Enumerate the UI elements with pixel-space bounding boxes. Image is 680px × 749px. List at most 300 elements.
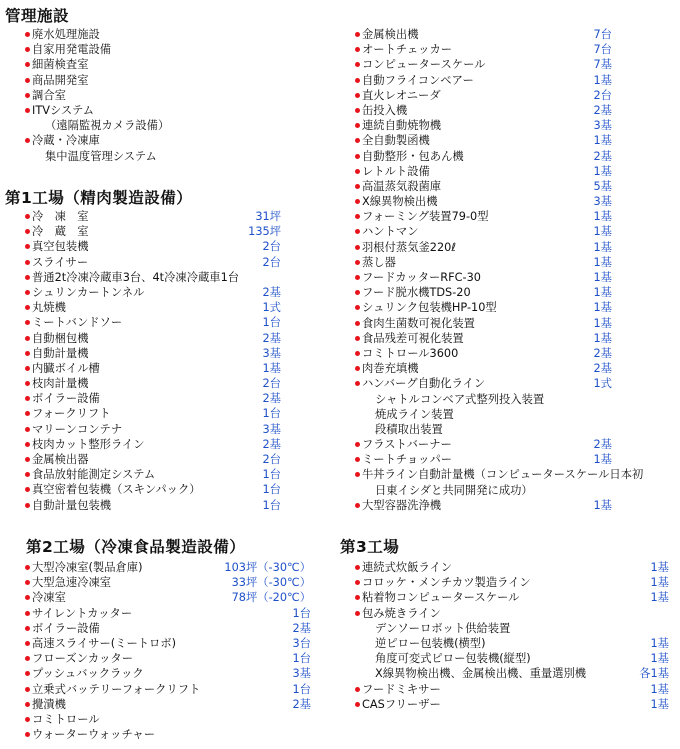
- list-item: [355, 103, 612, 118]
- list-item: [355, 452, 612, 467]
- item-quantity: 1基: [593, 286, 612, 300]
- item-label: コロッケ・メンチカツ製造ライン: [362, 576, 531, 590]
- factory-1-list: [25, 209, 281, 513]
- bullet-icon: [25, 275, 30, 280]
- list-item: [355, 179, 612, 194]
- bullet-icon: [25, 336, 30, 341]
- bullet-icon: [25, 717, 30, 722]
- list-item: [355, 27, 612, 42]
- item-quantity: 1台: [262, 316, 281, 330]
- item-label: シャトルコンベア式整列投入装置: [375, 392, 545, 406]
- item-label: ミートチョッパー: [362, 453, 453, 467]
- bullet-icon: [25, 472, 30, 477]
- list-item: [355, 437, 612, 452]
- item-label: マリーンコンテナ: [32, 422, 123, 436]
- bullet-icon: [25, 595, 30, 600]
- item-label: 冷 凍 室: [32, 210, 89, 223]
- list-item: [355, 697, 669, 712]
- item-quantity: 2基: [262, 331, 281, 345]
- list-item: [25, 73, 275, 88]
- item-quantity: 2基: [593, 438, 612, 452]
- bullet-icon: [25, 656, 30, 661]
- list-item: [25, 682, 311, 697]
- item-label: 羽根付蒸気釜220ℓ: [362, 240, 457, 254]
- list-item: [25, 361, 281, 376]
- bullet-icon: [25, 411, 30, 416]
- item-label: 商品開発室: [32, 73, 89, 87]
- item-quantity: 2基: [593, 149, 612, 163]
- list-item: [25, 467, 281, 482]
- list-item: [25, 482, 281, 497]
- list-item: [355, 285, 612, 300]
- item-quantity: 1基: [650, 636, 669, 650]
- list-item: [25, 27, 275, 42]
- list-item: [355, 682, 669, 697]
- item-quantity: 5基: [593, 179, 612, 193]
- bullet-icon: [25, 671, 30, 676]
- bullet-icon: [355, 702, 360, 707]
- bullet-icon: [25, 626, 30, 631]
- list-item: [355, 209, 612, 224]
- list-item: [25, 621, 311, 636]
- item-label: 自動計量包装機: [32, 498, 112, 512]
- item-quantity: 2基: [593, 362, 612, 376]
- bullet-icon: [25, 32, 30, 37]
- list-item: [25, 224, 281, 239]
- item-quantity: 各1基: [639, 667, 669, 681]
- list-item: [355, 621, 669, 636]
- bullet-icon: [355, 47, 360, 52]
- list-item: [25, 300, 281, 315]
- item-quantity: 135坪: [248, 225, 281, 239]
- item-quantity: 1基: [593, 73, 612, 87]
- list-item: [25, 636, 311, 651]
- item-quantity: 1基: [593, 453, 612, 467]
- item-label: 金属検出機: [362, 28, 419, 41]
- list-item: [25, 575, 311, 590]
- item-quantity: 1基: [593, 134, 612, 148]
- item-quantity: 1基: [650, 561, 669, 574]
- list-item: [25, 255, 281, 270]
- item-label: フードカッターRFC-30: [362, 271, 481, 284]
- bullet-icon: [25, 78, 30, 83]
- list-item: [355, 73, 612, 88]
- bullet-icon: [355, 472, 360, 477]
- factory-2-list: [25, 560, 311, 742]
- item-quantity: 7台: [593, 28, 612, 41]
- item-quantity: 1基: [593, 240, 612, 254]
- item-quantity: 1基: [593, 271, 612, 284]
- bullet-icon: [355, 123, 360, 128]
- list-item: [355, 560, 669, 575]
- list-item: [25, 651, 311, 666]
- item-quantity: 1式: [262, 301, 281, 315]
- item-quantity: 1基: [593, 225, 612, 239]
- item-quantity: 1台: [292, 682, 311, 696]
- bullet-icon: [355, 290, 360, 295]
- bullet-icon: [25, 565, 30, 570]
- list-item: [355, 392, 612, 407]
- item-label: フォークリフト: [32, 407, 111, 421]
- list-item: [355, 194, 612, 209]
- item-quantity: 103坪（-30℃）: [224, 561, 311, 574]
- list-item: [355, 666, 669, 681]
- item-label: 冷蔵・冷凍庫: [32, 134, 100, 148]
- item-label: 自動梱包機: [32, 331, 89, 345]
- bullet-icon: [355, 78, 360, 83]
- bullet-icon: [25, 381, 30, 386]
- list-item: [355, 575, 669, 590]
- bullet-icon: [355, 154, 360, 159]
- item-label: 牛丼ライン自動計量機（コンピュータースケール日本初: [362, 468, 644, 482]
- item-label: 焼成ライン装置: [375, 407, 454, 421]
- item-label: 角度可変式ピロー包装機(縦型): [375, 652, 531, 666]
- item-label: フードミキサー: [362, 682, 441, 696]
- item-label: コミトロール: [32, 712, 100, 726]
- bullet-icon: [355, 214, 360, 219]
- bullet-icon: [25, 62, 30, 67]
- bullet-icon: [25, 687, 30, 692]
- item-quantity: 1台: [262, 498, 281, 512]
- section-title-management: 管理施設: [5, 7, 70, 25]
- item-quantity: 1基: [593, 301, 612, 315]
- item-label: 直火レオニーダ: [362, 88, 441, 102]
- bullet-icon: [355, 321, 360, 326]
- item-label: 粘着物コンピュータースケール: [362, 591, 520, 605]
- factory-3-list: [355, 560, 669, 712]
- bullet-icon: [25, 244, 30, 249]
- bullet-icon: [25, 366, 30, 371]
- bullet-icon: [25, 487, 30, 492]
- item-label: 連続自動焼物機: [362, 119, 442, 133]
- item-label: 真空密着包装機（スキンパック）: [32, 483, 201, 497]
- bullet-icon: [25, 93, 30, 98]
- bullet-icon: [355, 457, 360, 462]
- bullet-icon: [25, 305, 30, 310]
- item-label: 高速スライサー(ミートロボ): [32, 636, 177, 650]
- item-label: ボイラー設備: [32, 621, 100, 635]
- list-item: [355, 224, 612, 239]
- bullet-icon: [25, 427, 30, 432]
- bullet-icon: [25, 396, 30, 401]
- list-item: [25, 88, 275, 103]
- list-item: [25, 149, 275, 164]
- list-item: [25, 118, 275, 133]
- item-label: 全自動製函機: [362, 134, 430, 148]
- list-item: [355, 118, 612, 133]
- bullet-icon: [25, 702, 30, 707]
- item-quantity: 7台: [593, 43, 612, 57]
- list-item: [25, 209, 281, 224]
- item-label: 丸焼機: [32, 301, 66, 315]
- item-label: 廃水処理施設: [32, 28, 100, 41]
- list-item: [25, 42, 275, 57]
- list-item: [25, 727, 311, 742]
- list-item: [355, 422, 612, 437]
- bullet-icon: [355, 108, 360, 113]
- list-item: [355, 164, 612, 179]
- list-item: [355, 498, 612, 513]
- list-item: [25, 560, 311, 575]
- item-label: フォーミング装置79-0型: [362, 210, 489, 224]
- item-quantity: 1台: [262, 483, 281, 497]
- bullet-icon: [25, 229, 30, 234]
- factory-1-list-continued: [355, 27, 644, 513]
- item-label: 自動整形・包あん機: [362, 149, 464, 163]
- item-quantity: 1基: [593, 498, 612, 512]
- bullet-icon: [355, 687, 360, 692]
- item-label: X線異物検出機: [362, 195, 438, 209]
- list-item: [25, 57, 275, 72]
- item-quantity: 1基: [593, 331, 612, 345]
- bullet-icon: [355, 580, 360, 585]
- bullet-icon: [355, 503, 360, 508]
- item-label: 蒸し器: [362, 255, 396, 269]
- item-quantity: 3基: [262, 346, 281, 360]
- bullet-icon: [355, 595, 360, 600]
- item-quantity: 2基: [593, 103, 612, 117]
- item-quantity: 1台: [292, 606, 311, 620]
- item-quantity: 1基: [650, 652, 669, 666]
- bullet-icon: [25, 260, 30, 265]
- list-item: [355, 270, 612, 285]
- item-label: オートチェッカー: [362, 43, 453, 57]
- item-quantity: 2基: [292, 697, 311, 711]
- item-label: 日東イシダと共同開発に成功）: [375, 483, 533, 497]
- list-item: [355, 361, 612, 376]
- item-label: 食品残差可視化装置: [362, 331, 464, 345]
- item-quantity: 3台: [292, 636, 311, 650]
- item-quantity: 3基: [262, 422, 281, 436]
- management-list: [25, 27, 275, 164]
- item-quantity: 2基: [593, 346, 612, 360]
- list-item: [355, 590, 669, 605]
- list-item: [355, 149, 612, 164]
- section-title-factory-3: 第3工場: [340, 538, 400, 556]
- list-item: [355, 240, 612, 255]
- item-label: 連続式炊飯ライン: [362, 561, 453, 574]
- list-item: [355, 636, 669, 651]
- bullet-icon: [25, 580, 30, 585]
- item-label: ボイラー設備: [32, 392, 100, 406]
- item-label: ミートバンドソー: [32, 316, 123, 330]
- list-item: [25, 452, 281, 467]
- item-label: コンピュータースケール: [362, 58, 486, 72]
- item-label: CASフリーザー: [362, 697, 441, 711]
- item-quantity: 1台: [262, 407, 281, 421]
- list-item: [25, 406, 281, 421]
- item-quantity: 78坪（-20℃）: [231, 591, 311, 605]
- item-quantity: 1基: [593, 164, 612, 178]
- item-label: 段積取出装置: [375, 422, 443, 436]
- item-label: 大型急速冷凍室: [32, 576, 112, 590]
- item-label: 冷凍室: [32, 591, 66, 605]
- item-label: 食品放射能測定システム: [32, 468, 156, 482]
- item-quantity: 2台: [593, 88, 612, 102]
- item-quantity: 1基: [262, 361, 281, 375]
- item-label: 内臓ボイル槽: [32, 361, 100, 375]
- list-item: [25, 391, 281, 406]
- item-quantity: 1式: [593, 377, 612, 391]
- bullet-icon: [355, 184, 360, 189]
- item-label: ハントマン: [362, 225, 419, 239]
- bullet-icon: [355, 275, 360, 280]
- bullet-icon: [355, 305, 360, 310]
- item-label: スライサー: [32, 255, 89, 269]
- bullet-icon: [355, 32, 360, 37]
- bullet-icon: [25, 641, 30, 646]
- list-item: [25, 285, 281, 300]
- list-item: [25, 437, 281, 452]
- list-item: [25, 239, 281, 254]
- item-quantity: 3基: [593, 119, 612, 133]
- bullet-icon: [25, 47, 30, 52]
- list-item: [25, 712, 311, 727]
- item-quantity: 2台: [262, 240, 281, 254]
- bullet-icon: [355, 611, 360, 616]
- bullet-icon: [355, 336, 360, 341]
- list-item: [25, 666, 311, 681]
- bullet-icon: [25, 320, 30, 325]
- item-quantity: 1基: [650, 576, 669, 590]
- item-label: フラストバーナー: [362, 438, 452, 452]
- list-item: [355, 346, 612, 361]
- list-item: [355, 88, 612, 103]
- bullet-icon: [355, 93, 360, 98]
- item-quantity: 1基: [650, 591, 669, 605]
- item-label: 缶投入機: [362, 103, 408, 117]
- item-label: （遠隔監視カメラ設備）: [45, 119, 170, 133]
- item-label: 真空包装機: [32, 240, 89, 254]
- item-label: コミトロール3600: [362, 346, 459, 360]
- bullet-icon: [355, 229, 360, 234]
- list-item: [355, 483, 612, 498]
- bullet-icon: [355, 260, 360, 265]
- item-label: 包み焼きライン: [362, 606, 441, 620]
- list-item: [355, 316, 612, 331]
- list-item: [25, 346, 281, 361]
- item-label: 調合室: [32, 88, 66, 102]
- item-label: 細菌検査室: [32, 58, 89, 72]
- list-item: [25, 590, 311, 605]
- list-item: [355, 255, 612, 270]
- bullet-icon: [25, 503, 30, 508]
- list-item: [355, 300, 612, 315]
- bullet-icon: [355, 245, 360, 250]
- bullet-icon: [355, 138, 360, 143]
- bullet-icon: [355, 366, 360, 371]
- list-item: [355, 42, 612, 57]
- list-item: [25, 498, 281, 513]
- list-item: [25, 606, 311, 621]
- item-quantity: 7基: [593, 58, 612, 72]
- list-item: [25, 331, 281, 346]
- item-quantity: 1基: [593, 255, 612, 269]
- list-item: [25, 270, 281, 285]
- bullet-icon: [355, 169, 360, 174]
- item-quantity: 1基: [593, 316, 612, 330]
- bullet-icon: [355, 565, 360, 570]
- item-label: 立乗式バッテリーフォークリフト: [32, 682, 201, 696]
- section-title-factory-2: 第2工場（冷凍食品製造設備）: [26, 538, 246, 556]
- bullet-icon: [355, 351, 360, 356]
- bullet-icon: [25, 732, 30, 737]
- section-title-factory-1: 第1工場（精肉製造設備）: [5, 189, 193, 207]
- item-label: サイレントカッター: [32, 606, 133, 620]
- item-quantity: 2台: [262, 453, 281, 466]
- item-label: シュリンカートンネル: [32, 285, 145, 299]
- list-item: [355, 57, 612, 72]
- item-label: X線異物検出機、金属検出機、重量選別機: [375, 667, 587, 681]
- item-label: 枝肉計量機: [32, 377, 89, 391]
- item-label: シュリンク包装機HP-10型: [362, 301, 497, 315]
- item-label: 食肉生菌数可視化装置: [362, 316, 475, 330]
- list-item: [25, 103, 275, 118]
- list-item: [25, 697, 311, 712]
- item-label: 高温蒸気殺菌庫: [362, 179, 442, 193]
- item-quantity: 1基: [593, 210, 612, 224]
- item-label: フード脱水機TDS-20: [362, 286, 471, 300]
- bullet-icon: [25, 457, 30, 462]
- item-label: ウォーターウォッチャー: [32, 728, 156, 742]
- item-quantity: 1基: [650, 697, 669, 711]
- item-quantity: 1台: [262, 468, 281, 482]
- item-quantity: 1台: [292, 652, 311, 666]
- bullet-icon: [25, 108, 30, 113]
- item-label: 大型容器洗浄機: [362, 498, 442, 512]
- item-label: 自動計量機: [32, 346, 89, 360]
- item-label: レトルト設備: [362, 164, 430, 178]
- list-item: [355, 467, 644, 482]
- item-quantity: 2台: [262, 377, 281, 391]
- item-label: 逆ピロー包装機(横型): [375, 636, 486, 650]
- bullet-icon: [355, 381, 360, 386]
- bullet-icon: [25, 351, 30, 356]
- item-quantity: 33坪（-30℃）: [231, 576, 311, 590]
- bullet-icon: [25, 214, 30, 219]
- item-label: ハンバーグ自動化ライン: [362, 377, 486, 391]
- item-quantity: 2基: [292, 621, 311, 635]
- item-label: フローズンカッター: [32, 652, 133, 666]
- item-label: 肉巻充填機: [362, 362, 419, 376]
- list-item: [25, 133, 275, 148]
- item-label: デンソーロボット供給装置: [375, 621, 511, 635]
- list-item: [355, 651, 669, 666]
- list-item: [25, 376, 281, 391]
- bullet-icon: [355, 62, 360, 67]
- bullet-icon: [25, 611, 30, 616]
- item-label: 集中温度管理システム: [45, 149, 157, 163]
- item-quantity: 2基: [262, 285, 281, 299]
- item-label: ITVシステム: [32, 103, 95, 117]
- bullet-icon: [355, 442, 360, 447]
- item-label: 枝肉カット整形ライン: [32, 437, 145, 451]
- list-item: [25, 422, 281, 437]
- list-item: [355, 407, 612, 422]
- item-quantity: 3基: [292, 667, 311, 681]
- item-label: 攪潰機: [32, 697, 66, 711]
- item-label: プッシュバックラック: [32, 667, 144, 681]
- item-quantity: 2台: [262, 255, 281, 269]
- item-label: 大型冷凍室(製品倉庫): [32, 561, 143, 574]
- list-item: [355, 376, 612, 391]
- bullet-icon: [25, 138, 30, 143]
- item-label: 自家用発電設備: [32, 43, 112, 57]
- list-item: [355, 133, 612, 148]
- list-item: [25, 315, 281, 330]
- item-quantity: 1基: [650, 682, 669, 696]
- item-label: 普通2t冷凍冷蔵車3台、4t冷凍冷蔵車1台: [32, 270, 240, 284]
